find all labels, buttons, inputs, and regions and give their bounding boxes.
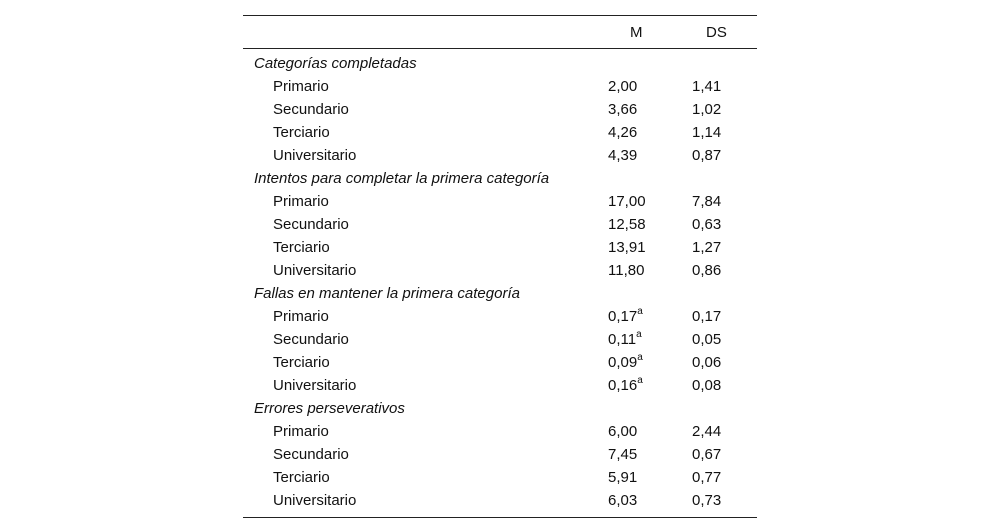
row-label: Secundario — [273, 216, 349, 233]
value-m-cell — [608, 374, 643, 397]
row-label: Primario — [273, 308, 329, 325]
row-label: Universitario — [273, 492, 357, 509]
value-m: 6,00 — [608, 423, 638, 440]
value-m: 4,39 — [608, 147, 638, 164]
table-row — [243, 75, 757, 98]
table-bottom-rule — [243, 517, 757, 518]
value-ds: 0,67 — [692, 446, 722, 463]
value-m-cell — [608, 236, 646, 259]
statistics-table — [243, 15, 757, 518]
table-row — [243, 305, 757, 328]
value-m: 3,66 — [608, 101, 638, 118]
value-m-cell — [608, 259, 644, 282]
value-m: 7,45 — [608, 446, 638, 463]
value-ds: 0,17 — [692, 308, 722, 325]
row-label: Secundario — [273, 446, 349, 463]
section-title: Intentos para completar la primera categoría — [254, 170, 550, 187]
table-row — [243, 466, 757, 489]
value-m: 0,17 — [608, 308, 638, 325]
value-m: 13,91 — [608, 239, 646, 256]
value-ds: 0,06 — [692, 354, 722, 371]
section-title-row — [243, 52, 757, 75]
value-ds: 1,27 — [692, 239, 722, 256]
value-ds: 0,86 — [692, 262, 722, 279]
value-m-cell — [608, 190, 646, 213]
value-m-superscript: a — [636, 329, 642, 340]
value-m-cell — [608, 121, 637, 144]
row-label: Universitario — [273, 147, 357, 164]
value-m-cell — [608, 466, 637, 489]
value-m-cell — [608, 144, 637, 167]
table-body — [243, 49, 757, 517]
row-label: Universitario — [273, 262, 357, 279]
row-label: Terciario — [273, 469, 330, 486]
table-header-row — [243, 16, 757, 48]
header-m: M — [630, 24, 643, 41]
value-m-cell — [608, 351, 643, 374]
value-m: 0,16 — [608, 377, 638, 394]
section-title-row — [243, 167, 757, 190]
section-title: Errores perseverativos — [254, 400, 405, 417]
value-m: 0,09 — [608, 354, 638, 371]
table-row — [243, 420, 757, 443]
value-m-cell — [608, 420, 637, 443]
table-row — [243, 236, 757, 259]
value-m: 5,91 — [608, 469, 638, 486]
value-m-superscript: a — [637, 352, 643, 363]
value-m-superscript: a — [637, 375, 643, 386]
value-m: 12,58 — [608, 216, 646, 233]
header-ds: DS — [706, 24, 727, 41]
value-ds: 1,02 — [692, 101, 722, 118]
value-m: 0,11 — [608, 331, 637, 348]
section-title-row — [243, 282, 757, 305]
value-m: 17,00 — [608, 193, 646, 210]
value-ds: 2,44 — [692, 423, 722, 440]
value-m-cell — [608, 443, 637, 466]
value-ds: 7,84 — [692, 193, 722, 210]
value-m-cell — [608, 328, 642, 351]
table-row — [243, 374, 757, 397]
table-row — [243, 98, 757, 121]
value-m: 2,00 — [608, 78, 638, 95]
value-m-cell — [608, 75, 637, 98]
row-label: Terciario — [273, 354, 330, 371]
value-ds: 0,05 — [692, 331, 722, 348]
table-row — [243, 489, 757, 512]
row-label: Terciario — [273, 124, 330, 141]
value-ds: 0,08 — [692, 377, 722, 394]
value-ds: 0,77 — [692, 469, 722, 486]
value-m-cell — [608, 489, 637, 512]
value-m-cell — [608, 305, 643, 328]
value-m: 4,26 — [608, 124, 638, 141]
value-ds: 1,14 — [692, 124, 722, 141]
value-m: 6,03 — [608, 492, 638, 509]
section-title-row — [243, 397, 757, 420]
section-title: Categorías completadas — [254, 55, 417, 72]
row-label: Secundario — [273, 331, 349, 348]
value-m-superscript: a — [637, 306, 643, 317]
table-row — [243, 443, 757, 466]
row-label: Primario — [273, 423, 329, 440]
value-ds: 0,87 — [692, 147, 722, 164]
row-label: Primario — [273, 193, 329, 210]
value-m-cell — [608, 213, 646, 236]
row-label: Terciario — [273, 239, 330, 256]
row-label: Primario — [273, 78, 329, 95]
table-row — [243, 259, 757, 282]
table-row — [243, 351, 757, 374]
section-title: Fallas en mantener la primera categoría — [254, 285, 520, 302]
value-ds: 0,73 — [692, 492, 722, 509]
table-row — [243, 213, 757, 236]
table-row — [243, 328, 757, 351]
table-row — [243, 190, 757, 213]
row-label: Secundario — [273, 101, 349, 118]
table-row — [243, 121, 757, 144]
row-label: Universitario — [273, 377, 357, 394]
table-row — [243, 144, 757, 167]
value-m: 11,80 — [608, 262, 645, 279]
value-ds: 1,41 — [692, 78, 722, 95]
value-m-cell — [608, 98, 637, 121]
value-ds: 0,63 — [692, 216, 722, 233]
